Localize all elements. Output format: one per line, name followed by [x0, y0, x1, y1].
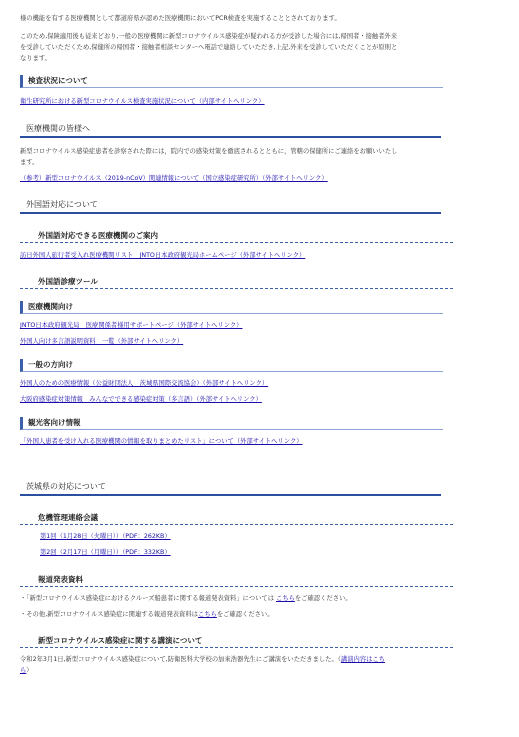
hodo-item-2-text: ・その他,新型コロナウイルス感染症に関連する報道発表資料は [20, 611, 198, 618]
koshu-content-link[interactable]: 講演内容はこち [340, 656, 385, 663]
kiki-meeting-1-link[interactable]: 第1回（1月28日（火曜日））（PDF：262KB） [40, 533, 171, 540]
ippan-muke-heading: 一般の方向け [20, 359, 443, 372]
gaikokugo-sub-heading-tools: 外国語診療ツール [20, 275, 453, 289]
hodo-item-2-link[interactable]: こちら [197, 611, 217, 618]
gaikokugo-sub-heading-iryokikan: 外国語対応できる医療機関のご案内 [20, 229, 453, 243]
hodo-item-1-link[interactable]: こちら [276, 595, 295, 602]
intro-paragraph-1: 様の機能を有する医療機関として都道府県が認めた医療機関においてPCR検査を実施することとされております。 [20, 15, 341, 22]
koshu-text-close: ） [26, 667, 33, 674]
kanko-heading: 観光客向け情報 [20, 417, 443, 430]
osaka-infection-info-link[interactable]: 大阪府感染症対策情報 みんなでできる感染症対策（多言語）（外部サイトへリンク） [20, 396, 262, 403]
ibaraki-intl-medical-info-link[interactable]: 外国人のための医療情報（公益財団法人 茨城県国際交流協会）（外部サイトへリンク） [20, 380, 269, 387]
intro-paragraph-2-line-1: このため,保険適用後も従来どおり,一般の医療機関に新型コロナウイルス感染症が疑われる方が受診した場合には,帰国者・接触者外来 [20, 33, 398, 40]
iryo-text-line-2: ます。 [20, 159, 39, 166]
ibaraki-heading: 茨城県の対応について [20, 479, 441, 496]
hodo-item-1-suffix: をご確認ください。 [294, 595, 352, 602]
hodo-item-1-text: ・「新型コロナウイルス感染症におけるクルーズ船患者に関する報道発表資料」については [20, 595, 277, 602]
koshu-text-line-2 [20, 665, 435, 676]
foreign-patient-list-link[interactable]: 「外国人患者を受け入れる医療機関の情報を取りまとめたリスト」について（外部サイトへリンク） [20, 438, 303, 445]
iryo-muke-heading: 医療機関向け [20, 301, 443, 314]
iryo-reference-link[interactable]: （参考）新型コロナウイルス（2019-nCoV）関連情報について（国立感染症研究所）（外部サイトへリンク） [20, 175, 328, 182]
kensa-heading: 検査状況について [20, 75, 443, 88]
kiki-meeting-2-link[interactable]: 第2回（2月17日（月曜日））（PDF：332KB） [40, 549, 171, 556]
jnto-hospital-list-link[interactable]: 訪日外国人旅行者受入れ医療機関リスト JNTO日本政府観光局ホームページ（外部サイトへリンク） [20, 252, 306, 259]
koshu-text-body: 令和2年3月1日,新型コロナウイルス感染症について,防衛医科大学校の加來浩器先生にご講演をいただきました。（ [20, 656, 341, 663]
jnto-support-page-link[interactable]: JNTO日本政府観光局 医療関係者様用サポートページ（外部サイトへリンク） [20, 322, 243, 329]
iryo-heading: 医療機関の皆様へ [20, 121, 441, 138]
intro-paragraph-2-line-3: なります。 [20, 55, 51, 62]
koshu-text [20, 654, 435, 665]
multilingual-materials-link[interactable]: 外国人向け多言語説明資料 一覧（外部サイトへリンク） [20, 338, 184, 345]
kensa-link[interactable]: 衛生研究所における新型コロナウイルス検査実施状況について（内部サイトへリンク） [20, 98, 265, 105]
iryo-text-line-1: 新型コロナウイルス感染症患者を診察された際には，院内での感染対策を徹底されるとともに，管轄の保健所にご連絡をお願いいたし [20, 148, 398, 155]
hodo-item-1 [20, 593, 435, 604]
koshu-heading: 新型コロナウイルス感染症に関する講演について [20, 634, 453, 648]
hodo-item-2-suffix: をご確認ください。 [216, 611, 274, 618]
gaikokugo-heading: 外国語対応について [20, 197, 441, 214]
kiki-heading: 危機管理連絡会議 [20, 511, 453, 525]
intro-paragraph-2-line-2: を受診していただくため,保健所の帰国者・接触者相談センターへ電話で連絡していただき,上記,外来を受診していただくことが原則と [20, 44, 398, 51]
hodo-heading: 報道発表資料 [20, 573, 453, 587]
koshu-content-link-continued[interactable]: ら [20, 667, 27, 674]
hodo-item-2 [20, 609, 435, 620]
